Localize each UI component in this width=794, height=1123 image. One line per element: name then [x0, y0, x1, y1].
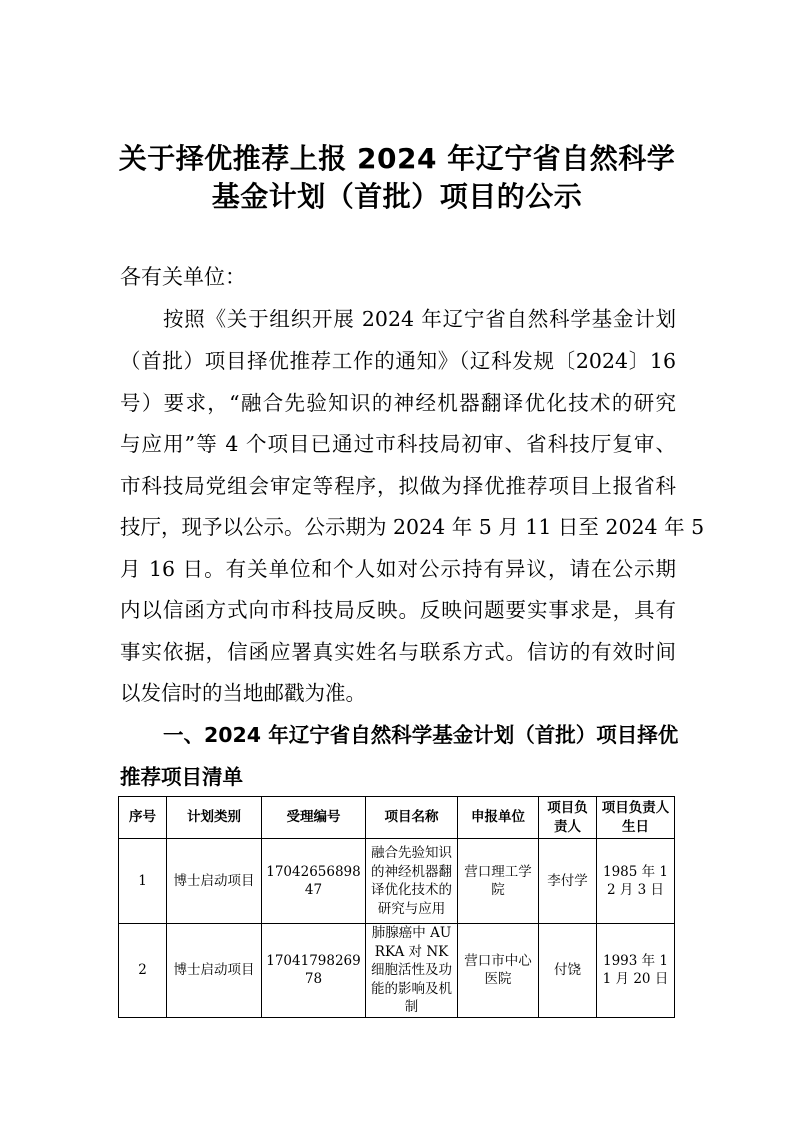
table-row	[119, 839, 675, 924]
table-cell: 肺腺癌中 AURKA 对 NK 细胞活性及功能的影响及机制	[366, 924, 458, 1018]
paragraph-line: 以发信时的当地邮戳为准。	[120, 681, 366, 705]
table-header-row	[119, 797, 675, 839]
section-heading-line-1: 一、2024 年辽宁省自然科学基金计划（首批）项目择优	[163, 723, 679, 747]
table-cell: 营口理工学院	[458, 839, 539, 924]
table-header-cell: 计划类别	[167, 797, 262, 839]
paragraph-line: 月 16 日。有关单位和个人如对公示持有异议，请在公示期	[120, 557, 676, 581]
section-heading-line-2: 推荐项目清单	[120, 765, 243, 789]
table-header-cell: 受理编号	[262, 797, 366, 839]
project-list-table	[118, 796, 675, 1018]
table-cell: 1985 年 12 月 3 日	[597, 839, 675, 924]
paragraph-line: 按照《关于组织开展 2024 年辽宁省自然科学基金计划	[163, 307, 676, 331]
table-header-cell: 序号	[119, 797, 167, 839]
table-header-cell: 项目名称	[366, 797, 458, 839]
table-cell: 2	[119, 924, 167, 1018]
paragraph-line: 市科技局党组会审定等程序，拟做为择优推荐项目上报省科	[120, 474, 676, 498]
paragraph-line: （首批）项目择优推荐工作的通知》（辽科发规〔2024〕16	[120, 349, 676, 373]
table-cell: 1704179826978	[262, 924, 366, 1018]
document-title-line-2: 基金计划（首批）项目的公示	[211, 180, 583, 213]
table-header-cell: 申报单位	[458, 797, 539, 839]
paragraph-line: 号）要求，“融合先验知识的神经机器翻译优化技术的研究	[120, 391, 676, 415]
table-cell: 博士启动项目	[167, 839, 262, 924]
document-title-line-1: 关于择优推荐上报 2024 年辽宁省自然科学	[118, 142, 676, 175]
table-cell: 1704265689847	[262, 839, 366, 924]
table-cell: 1	[119, 839, 167, 924]
table-header-cell: 项目负责人生日	[597, 797, 675, 839]
table-cell: 李付学	[539, 839, 597, 924]
table-row	[119, 924, 675, 1018]
paragraph-line: 技厅，现予以公示。公示期为 2024 年 5 月 11 日至 2024 年 5	[120, 515, 705, 539]
table-cell: 营口市中心医院	[458, 924, 539, 1018]
greeting: 各有关单位：	[120, 265, 246, 289]
table-cell: 付饶	[539, 924, 597, 1018]
paragraph-line: 与应用”等 4 个项目已通过市科技局初审、省科技厅复审、	[120, 432, 676, 456]
paragraph-line: 内以信函方式向市科技局反映。反映问题要实事求是，具有	[120, 598, 676, 622]
table-header-cell: 项目负责人	[539, 797, 597, 839]
table-cell: 博士启动项目	[167, 924, 262, 1018]
paragraph-line: 事实依据，信函应署真实姓名与联系方式。信访的有效时间	[120, 640, 676, 664]
table-cell: 融合先验知识的神经机器翻译优化技术的研究与应用	[366, 839, 458, 924]
table-cell: 1993 年 11 月 20 日	[597, 924, 675, 1018]
